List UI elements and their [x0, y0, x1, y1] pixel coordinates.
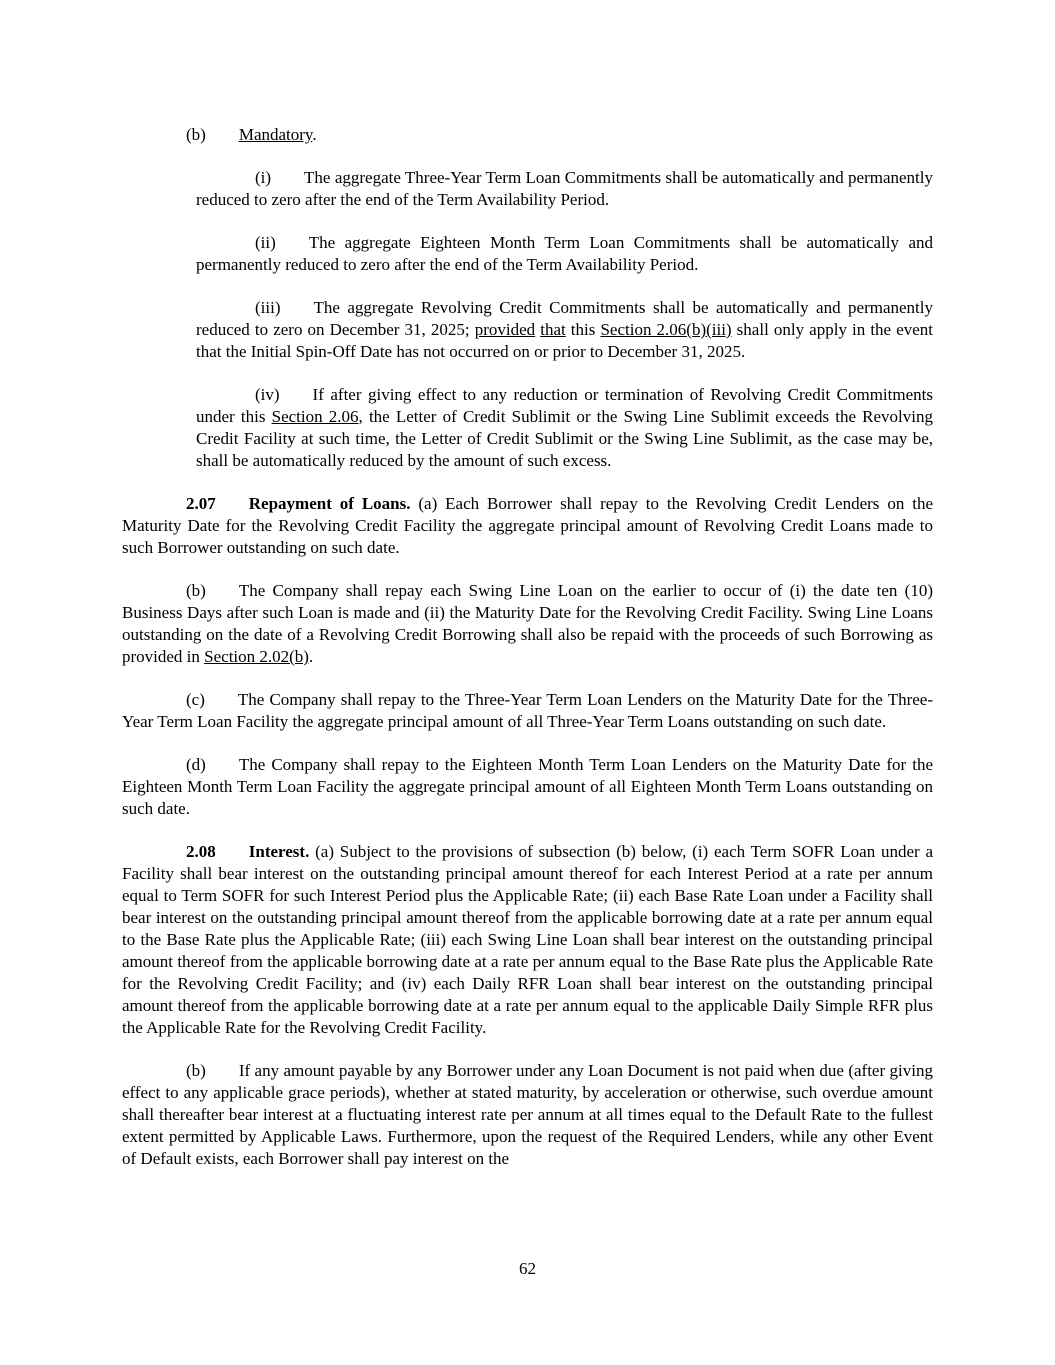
text-segment: The aggregate Three-Year Term Loan Commitments shall be automatically and permanently reduced to zero after the end of the Term Availability Period.: [196, 168, 933, 209]
paragraph-2-08-interest-a: [122, 841, 933, 1039]
paragraph-2-08-b: [122, 1060, 933, 1170]
text-segment: (i): [255, 168, 272, 187]
text-segment: (iv): [255, 385, 280, 404]
text-segment: The Company shall repay to the Three-Year Term Loan Lenders on the Maturity Date for the Three-Year Term Loan Facility the aggregate principal amount of all Three-Year Term Loans outstanding on such date.: [122, 690, 933, 731]
text-segment: Section 2.06(b)(iii): [600, 320, 732, 339]
text-segment: (a) Each Borrower shall repay to the Revolving Credit Lenders on the Maturity Date for the Revolving Credit Facility the aggregate principal amount of Revolving Credit Loans made to such Borrower outstanding on such date.: [122, 494, 934, 557]
paragraph-2-06-b-iii: [196, 297, 933, 363]
paragraph-2-07-b: [122, 580, 933, 668]
paragraph-2-07-repayment-of-loans-a: [122, 493, 933, 559]
text-segment: Mandatory: [238, 125, 313, 144]
paragraph-2-07-d: [122, 754, 933, 820]
paragraph-2-06-b-mandatory: [122, 124, 933, 146]
text-segment: .: [312, 125, 317, 144]
text-segment: (b): [186, 1061, 206, 1080]
text-segment: Section 2.06: [271, 407, 359, 426]
text-segment: The Company shall repay each Swing Line Loan on the earlier to occur of (i) the date ten (10) Business Days after such Loan is made and (ii) the Maturity Date for the Revolving Credit Facility. Swing Line Loans outstanding on the date of a Revolving Credit Borrowing shall also be repaid with the proceeds of such Borrowing as provided in: [122, 581, 933, 666]
text-segment: (b): [186, 125, 206, 144]
page-number: 62: [519, 1259, 536, 1278]
text-segment: If any amount payable by any Borrower under any Loan Document is not paid when due (after giving effect to any applicable grace periods), whether at stated maturity, by acceleration or otherwise, such overdue amount shall thereafter bear interest at a fluctuating interest rate per annum at all times equal to the Default Rate to the fullest extent permitted by Applicable Laws. Furthermore, upon the request of the Required Lenders, while any other Event of Default exists, each Borrower shall pay interest on the: [122, 1061, 933, 1168]
text-segment: Repayment of Loans.: [248, 494, 411, 513]
text-segment: (c): [186, 690, 205, 709]
text-segment: 2.07: [186, 494, 216, 513]
text-segment: (a) Subject to the provisions of subsection (b) below, (i) each Term SOFR Loan under a Facility shall bear interest on the outstanding principal amount thereof for each Interest Period at a rate per annum equal to Term SOFR for such Interest Period plus the Applicable Rate; (ii) each Base Rate Loan under a Facility shall bear interest on the outstanding principal amount thereof from the applicable borrowing date at a rate per annum equal to the Base Rate plus the Applicable Rate; (iii) each Swing Line Loan shall bear interest on the outstanding principal amount thereof from the applicable borrowing date at a rate per annum equal to the Base Rate plus the Applicable Rate for the Revolving Credit Facility; and (iv) each Daily RFR Loan shall bear interest on the outstanding principal amount thereof from the applicable borrowing date at a rate per annum equal to the applicable Daily Simple RFR plus the Applicable Rate for the Revolving Credit Facility.: [122, 842, 933, 1037]
text-segment: The aggregate Revolving Credit Commitments shall be automatically and permanently reduced to zero on December 31, 2025;: [196, 298, 933, 339]
text-segment: provided: [474, 320, 536, 339]
text-segment: , the Letter of Credit Sublimit or the Swing Line Sublimit exceeds the Revolving Credit Facility at such time, the Letter of Credit Sublimit or the Swing Line Sublimit, as the case may be, shall be automatically reduced by the amount of such excess.: [196, 407, 934, 470]
paragraph-2-06-b-ii: [196, 232, 933, 276]
paragraph-2-06-b-i: [196, 167, 933, 211]
text-segment: (ii): [255, 233, 276, 252]
text-segment: The Company shall repay to the Eighteen Month Term Loan Lenders on the Maturity Date for the Eighteen Month Term Loan Facility the aggregate principal amount of all Eighteen Month Term Loans outstanding on such date.: [122, 755, 933, 818]
text-segment: .: [308, 647, 314, 666]
document-body: [122, 124, 933, 1191]
text-segment: Interest.: [248, 842, 310, 861]
paragraph-2-06-b-iv: [196, 384, 933, 472]
text-segment: If after giving effect to any reduction or termination of Revolving Credit Commitments under this: [196, 385, 933, 426]
text-segment: that: [540, 320, 566, 339]
text-segment: The aggregate Eighteen Month Term Loan Commitments shall be automatically and permanently reduced to zero after the end of the Term Availability Period.: [196, 233, 933, 274]
paragraph-2-07-c: [122, 689, 933, 733]
text-segment: (b): [186, 581, 206, 600]
text-segment: (d): [186, 755, 206, 774]
text-segment: Section 2.02(b): [204, 647, 309, 666]
text-segment: 2.08: [186, 842, 216, 861]
text-segment: (iii): [255, 298, 281, 317]
text-segment: shall only apply in the event that the Initial Spin-Off Date has not occurred on or prior to December 31, 2025.: [196, 320, 934, 361]
text-segment: this: [565, 320, 601, 339]
